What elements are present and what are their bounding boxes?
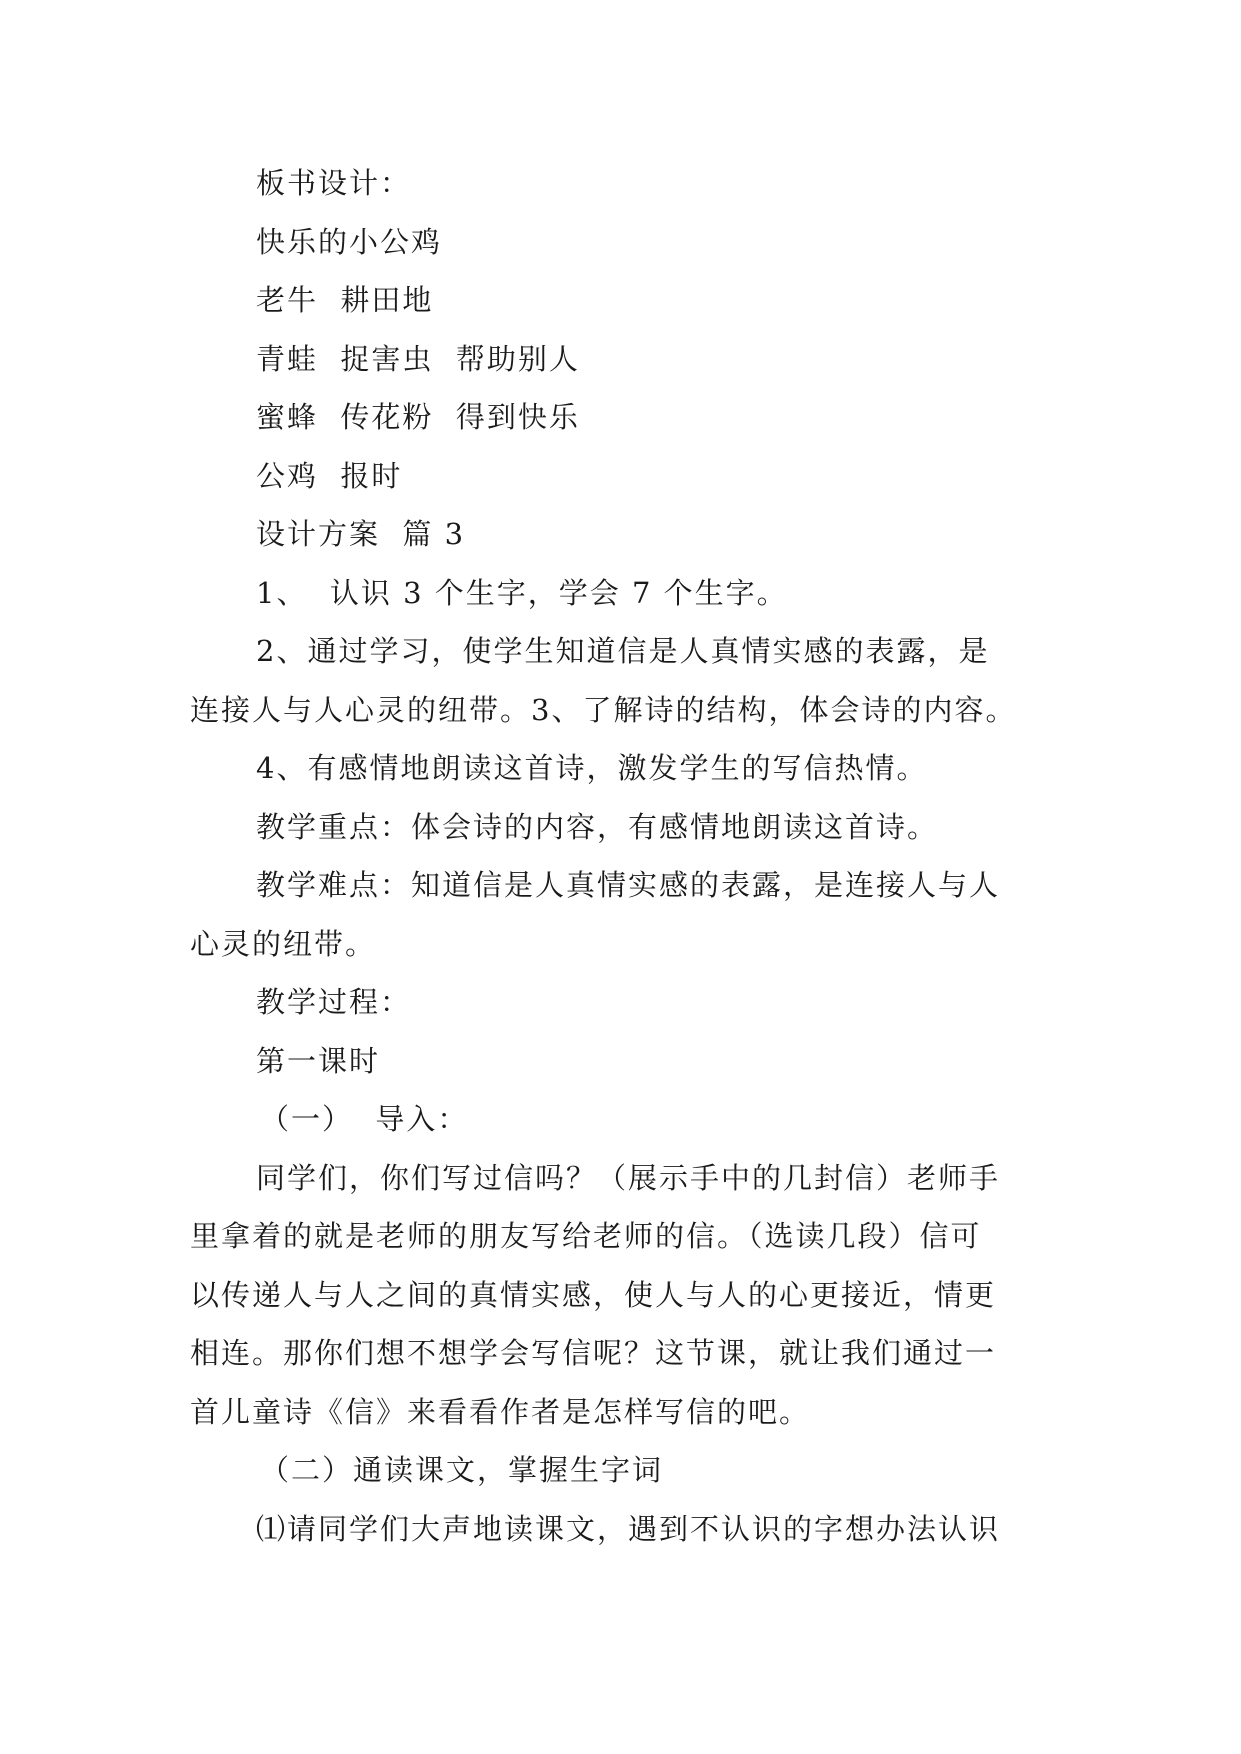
text-line: 青蛙 捉害虫 帮助别人 — [256, 341, 580, 376]
text-line: 公鸡 报时 — [256, 458, 403, 493]
text-line: 以传递人与人之间的真情实感，使人与人的心更接近，情更 — [190, 1277, 997, 1312]
text-line: 教学难点：知道信是人真情实感的表露，是连接人与人 — [256, 868, 1001, 902]
text-line: 快乐的小公鸡 — [256, 224, 443, 259]
text-line: 4、有感情地朗读这首诗，激发学生的写信热情。 — [256, 751, 928, 785]
text-line: 板书设计： — [256, 166, 412, 200]
text-line: 首儿童诗《信》来看看作者是怎样写信的吧。 — [190, 1394, 811, 1429]
text-line: 教学过程： — [256, 985, 412, 1019]
text-line: （一） 导入： — [260, 1102, 469, 1136]
text-line: ⑴请同学们大声地读课文，遇到不认识的字想办法认识 — [256, 1511, 1001, 1546]
text-line: 心灵的纽带。 — [190, 926, 377, 961]
text-line: 同学们，你们写过信吗？（展示手中的几封信）老师手 — [256, 1160, 1001, 1195]
text-line: 2、通过学习，使学生知道信是人真情实感的表露，是 — [256, 634, 990, 668]
text-line: 老牛 耕田地 — [256, 283, 434, 317]
text-line: 1、 认识 3 个生字，学会 7 个生字。 — [256, 575, 788, 610]
text-line: 第一课时 — [256, 1043, 381, 1078]
text-line: 相连。那你们想不想学会写信呢？这节课，就让我们通过一 — [190, 1336, 997, 1370]
text-line: 蜜蜂 传花粉 得到快乐 — [256, 400, 580, 434]
text-line: 教学重点：体会诗的内容，有感情地朗读这首诗。 — [256, 809, 939, 844]
text-line: 连接人与人心灵的纽带。3、了解诗的结构，体会诗的内容。 — [190, 692, 1017, 727]
text-line: 里拿着的就是老师的朋友写给老师的信。（选读几段）信可 — [190, 1219, 982, 1253]
section-heading: 设计方案 篇 3 — [256, 517, 466, 551]
text-line: （二）通读课文，掌握生字词 — [260, 1453, 664, 1487]
